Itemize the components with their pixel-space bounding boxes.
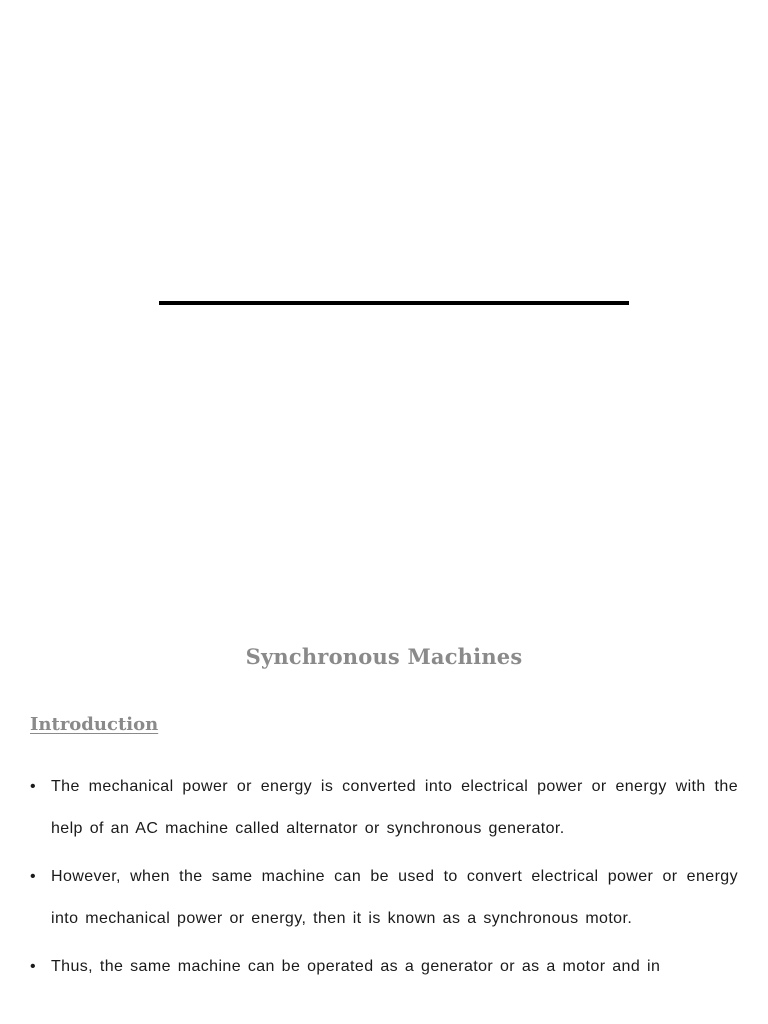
section-heading-introduction: Introduction (30, 714, 159, 735)
horizontal-rule (159, 301, 629, 305)
bullet-marker: • (30, 958, 36, 975)
bullet-item (0, 946, 768, 988)
bullet-item (0, 766, 768, 850)
bullet-text: Thus, the same machine can be operated as a generator or as a motor and in (51, 958, 661, 975)
bullet-item (0, 856, 768, 940)
bullet-marker: • (30, 778, 36, 795)
document-title: Synchronous Machines (245, 644, 523, 669)
bullet-text: However, when the same machine can be used to convert electrical power or energy into mechanical power or energy, then it is known as a synchronous motor. (51, 868, 738, 927)
bullet-list (0, 766, 768, 994)
bullet-text: The mechanical power or energy is converted into electrical power or energy with the help of an AC machine called alternator or synchronous generator. (51, 778, 738, 837)
bullet-marker: • (30, 868, 36, 885)
